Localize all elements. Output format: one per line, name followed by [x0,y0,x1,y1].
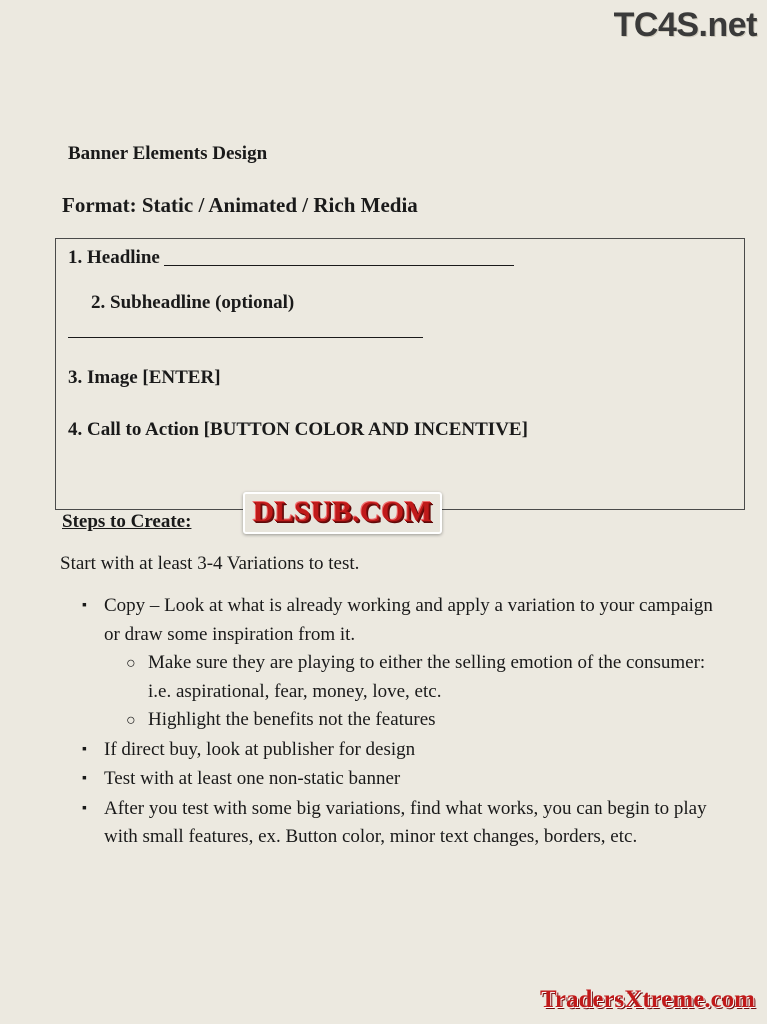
bullet-list-level1 [60,592,720,852]
subheadline-blank-line [68,337,423,338]
page-title: Banner Elements Design [68,143,268,164]
headline-blank-line [164,265,514,266]
circle-bullet-icon: ○ [126,655,136,672]
format-line: Format: Static / Animated / Rich Media [62,193,418,217]
list-item [82,592,720,735]
list-item-text: Highlight the benefits not the features [148,709,436,730]
list-item [82,765,720,794]
box-item-subheadline: 2. Subheadline (optional) [91,292,295,313]
list-item [82,736,720,765]
circle-bullet-icon: ○ [126,712,136,729]
list-item [82,795,720,852]
banner-elements-box [55,238,745,510]
list-item-text: Test with at least one non-static banner [104,768,401,789]
list-item-text: After you test with some big variations, find what works, you can begin to play with small features, ex. Button color, minor text changes, borders, etc. [104,797,707,847]
square-bullet-icon: ▪ [82,598,87,613]
steps-list [60,592,720,853]
box-item-headline-label: 1. Headline [68,247,160,268]
site-watermark-top: TC4S.net [613,6,757,44]
list-item-text: If direct buy, look at publisher for design [104,738,416,760]
box-item-headline [68,247,514,269]
square-bullet-icon: ▪ [82,800,87,816]
list-item-text: Copy – Look at what is already working and apply a variation to your campaign or draw some inspiration from it. [104,595,713,645]
bullet-list-level2 [104,649,720,735]
brand-watermark-bottom: TradersXtreme.com [540,986,755,1013]
dlsub-watermark: DLSUB.COM [243,492,442,534]
square-bullet-icon: ▪ [82,741,87,757]
list-item [126,706,720,735]
box-item-image: 3. Image [ENTER] [68,367,221,388]
box-item-call-to-action: 4. Call to Action [BUTTON COLOR AND INCENTIVE] [68,419,528,440]
steps-intro: Start with at least 3-4 Variations to test. [60,553,360,574]
list-item [126,649,720,706]
steps-heading: Steps to Create: [62,511,192,532]
square-bullet-icon: ▪ [82,771,87,786]
list-item-text: Make sure they are playing to either the selling emotion of the consumer: i.e. aspirational, fear, money, love, etc. [148,652,706,702]
